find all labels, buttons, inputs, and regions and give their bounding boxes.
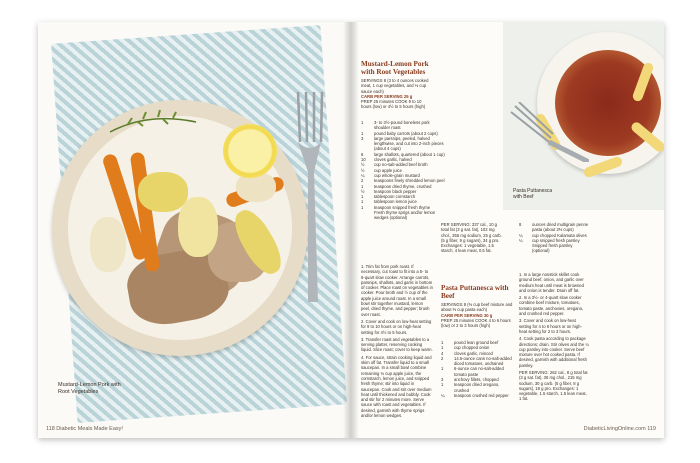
ingredient-quantity: 1 [441, 340, 444, 345]
ingredient-quantity: 1 [361, 194, 364, 200]
ingredient-quantity: 8 [519, 222, 522, 227]
ingredient-quantity: 1 [361, 120, 364, 125]
recipe-step: 1. In a large nonstick skillet cook ground beef, onion, and garlic over medium heat until meat is browned and onion is tender. Drain off fat. [519, 272, 584, 293]
ingredient-text: cloves garlic, halved [374, 157, 412, 163]
recipe-step: 1. Trim fat from pork roast. If necessary, cut roast to fit into a 5- to 6-quart slow cooker. Arrange carrots, parsnips, shallots, and garlic in bottom of cooker. Place roast on vegetables in cooker. Pour broth and ½ cup of the apple juice around roast. In a small bowl stir together mustard, lemon peel, dried thyme, and pepper; brush over roast. [361, 264, 433, 317]
magazine-spread [38, 22, 664, 438]
ingredient-text: cup snipped fresh parsley [532, 237, 580, 243]
page-folio-left: 118 Diabetic Meals Made Easy! [46, 426, 123, 432]
recipe1-continued [441, 222, 503, 254]
fork-icon [509, 102, 589, 162]
ingredient-quantity: 2 [361, 178, 364, 184]
recipe2-header [441, 284, 513, 328]
ingredient-text: cup no-salt-added beef broth [374, 162, 428, 168]
lemon-slice [223, 124, 277, 178]
ingredient-quantity: ½ [361, 167, 365, 173]
ingredient-quantity: 3 [441, 377, 444, 383]
ingredient-quantity: 1 [361, 130, 364, 136]
ingredient-text: ounces dried multigrain penne pasta (about 2⅔ cups) [532, 222, 589, 233]
ingredient-quantity: ½ [361, 188, 365, 194]
ingredient-quantity: 3 [361, 135, 364, 141]
ingredient-text: cup chopped Kalamata olives [532, 232, 587, 238]
ingredient-text: cup whole-grain mustard [374, 172, 420, 178]
ingredient-item [361, 136, 445, 152]
recipe-step: 2. Cover and cook on low-heat setting for 9 to 10 hours or on high-heat setting for 4½ to 5 hours. [361, 318, 432, 335]
ingredient-text: cup chopped onion [454, 345, 490, 351]
right-page [351, 22, 664, 438]
ingredient-item [441, 382, 513, 393]
ingredient-quantity: 1 [441, 366, 444, 372]
ingredient-quantity: 1 [361, 204, 364, 210]
recipe-title: Pasta Puttanesca with Beef [441, 284, 509, 300]
ingredient-quantity: 1 [361, 199, 364, 205]
ingredient-text: 14.5-ounce cans no-salt-added diced tomatoes, undrained [454, 355, 512, 367]
recipe-step: 4. For sauce, strain cooking liquid and skim off fat. Transfer liquid to a small saucepan. In a small bowl combine remaining ⅓ cup apple juice, the cornstarch, lemon juice, and snipped fresh thyme; stir into liquid in saucepan. Cook and stir over medium heat until thickened and bubbly. Cook and stir for 2 minutes more. Serve sauce with roast and vegetables. If desired, garnish with thyme sprigs and/or lemon wedges. [361, 354, 432, 419]
ingredient-text: teaspoon dried oregano, crushed [454, 382, 500, 393]
ingredient-text: anchovy fillets, chopped [454, 377, 499, 383]
ingredient-text: cup apple juice [374, 167, 402, 173]
nutrition-info: PER SERVING: 337 cal., 10 g total fat (3 g sat. fat), 102 mg chol., 355 mg sodium, 25 g carb. (5 g fiber, 9 g sugars), 34 g pro. Exchanges: 1 vegetable, 1.5 starch, 4 lean meat, 0.5 fat. [441, 222, 502, 254]
ingredient-item [441, 393, 513, 398]
ingredient-quantity: ¼ [441, 392, 445, 398]
ingredient-text: large shallots, quartered (about 1 cup) [374, 151, 445, 157]
ingredient-text: Fresh thyme sprigs and/or lemon wedges (optional) [374, 210, 436, 221]
recipe2-ingredients [441, 340, 513, 398]
carb-per-serving: CARB PER SERVING 30 g [441, 312, 493, 318]
ingredient-text: pound baby carrots (about 2 cups) [374, 130, 438, 136]
ingredient-quantity: ¼ [361, 172, 365, 178]
recipe1-steps [361, 262, 433, 418]
ingredient-text: teaspoon dried thyme, crushed [374, 183, 432, 189]
fork-icon [290, 92, 330, 302]
potato [138, 172, 188, 212]
ingredient-item [441, 366, 513, 377]
ingredient-quantity: 6 [361, 151, 364, 157]
recipe1-ingredients [361, 120, 445, 221]
ingredient-text: teaspoon snipped fresh thyme [374, 204, 431, 210]
ingredient-quantity: 1 [441, 345, 444, 351]
ingredient-item [361, 120, 445, 131]
ingredient-item [519, 222, 589, 233]
ingredient-text: teaspoon crushed red pepper [454, 392, 509, 398]
ingredient-text: Snipped fresh parsley (optional) [532, 243, 573, 254]
carb-per-serving: CARB PER SERVING 25 g [361, 93, 413, 99]
pasta-photo [503, 22, 664, 210]
servings: SERVINGS 8 (3 to 4 ounces cooked meat, 1 cup vegetables, and ⅓ cup sauce each) [361, 78, 429, 94]
shallot [90, 217, 126, 272]
book-gutter [343, 22, 359, 438]
recipe-title: Mustard-Lemon Pork with Root Vegetables [361, 60, 429, 76]
ingredient-text: 3- to 3½-pound boneless pork shoulder roast [374, 120, 430, 131]
recipe-step: 4. Cook pasta according to package directions; drain. Stir olives and the ¼ cup parsley into cooker. Serve beef mixture over hot cooked pasta. If desired, garnish with additional fresh parsley. [519, 336, 589, 368]
potato [178, 197, 218, 257]
photo-caption: Mustard-Lemon Pork with Root Vegetables [58, 382, 121, 395]
recipe2-ingredients-continued [519, 222, 589, 254]
ingredient-text: 6-ounce can no-salt-added tomato paste [454, 366, 504, 377]
left-page [38, 22, 351, 438]
prep-time: PREP 25 minutes COOK 9 to 10 hours (low) or 4½ to 5 hours (high) [361, 99, 426, 110]
ingredient-text: tablespoon cornstarch [374, 194, 416, 200]
ingredient-quantity: 1 [361, 183, 364, 189]
photo-caption: Pasta Puttanesca with Beef [513, 188, 553, 200]
ingredient-item [441, 356, 513, 367]
ingredient-text: pound lean ground beef [454, 340, 499, 345]
recipe2-steps [519, 270, 589, 368]
ingredient-quantity: ½ [361, 162, 365, 168]
ingredient-text: cloves garlic, minced [454, 350, 493, 356]
recipe-step: 3. Cover and cook on low-heat setting for 4 to 6 hours or on high-heat setting for 2 to 3 hours. [519, 318, 582, 334]
recipe-step: 2. In a 3½- or 4-quart slow cooker combine beef mixture, tomatoes, tomato paste, anchovies, oregano, and crushed red pepper. [519, 295, 584, 317]
ingredient-quantity [519, 243, 529, 254]
prep-time: PREP 25 minutes COOK 4 to 6 hours (low) or 2 to 3 hours (high) [441, 317, 511, 329]
ingredient-text: tablespoon lemon juice [374, 199, 417, 205]
ingredient-quantity [361, 210, 371, 221]
thyme-sprig-icon [108, 102, 198, 142]
page-folio-right: DiabeticLivingOnline.com 119 [583, 426, 656, 432]
ingredient-quantity: 4 [441, 350, 444, 356]
ingredient-quantity: 2 [441, 355, 444, 361]
ingredient-text: teaspoon black pepper [374, 188, 417, 194]
recipe1-column [361, 60, 433, 110]
ingredient-quantity: 1 [441, 382, 444, 388]
nutrition-info: PER SERVING: 262 cal., 8 g total fat (3 g sat. fat), 36 mg chol., 215 mg sodium, 30 g carb. (5 g fiber, 8 g sugars), 19 g pro. Exchanges: 1 vegetable, 1.5 starch, 1.5 lean meat, 1 fat. [519, 370, 588, 402]
ingredient-text: large parsnips, peeled, halved lengthwise, and cut into 2-inch pieces (about 4 cups) [374, 135, 444, 152]
servings: SERVINGS 8 (⅔ cup beef mixture and about ⅔ cup pasta each) [441, 302, 513, 313]
recipe-step: 3. Transfer roast and vegetables to a serving platter, reserving cooking liquid. Slice roast; cover to keep warm. [361, 336, 433, 353]
ingredient-item [519, 243, 589, 254]
ingredient-text: teaspoons finely shredded lemon peel [374, 178, 445, 184]
ingredient-item [361, 210, 445, 221]
recipe2-nutrition [519, 370, 589, 402]
ingredient-quantity: ¼ [519, 237, 523, 243]
ingredient-quantity: 10 [361, 157, 366, 163]
ingredient-quantity: ¼ [519, 232, 523, 238]
